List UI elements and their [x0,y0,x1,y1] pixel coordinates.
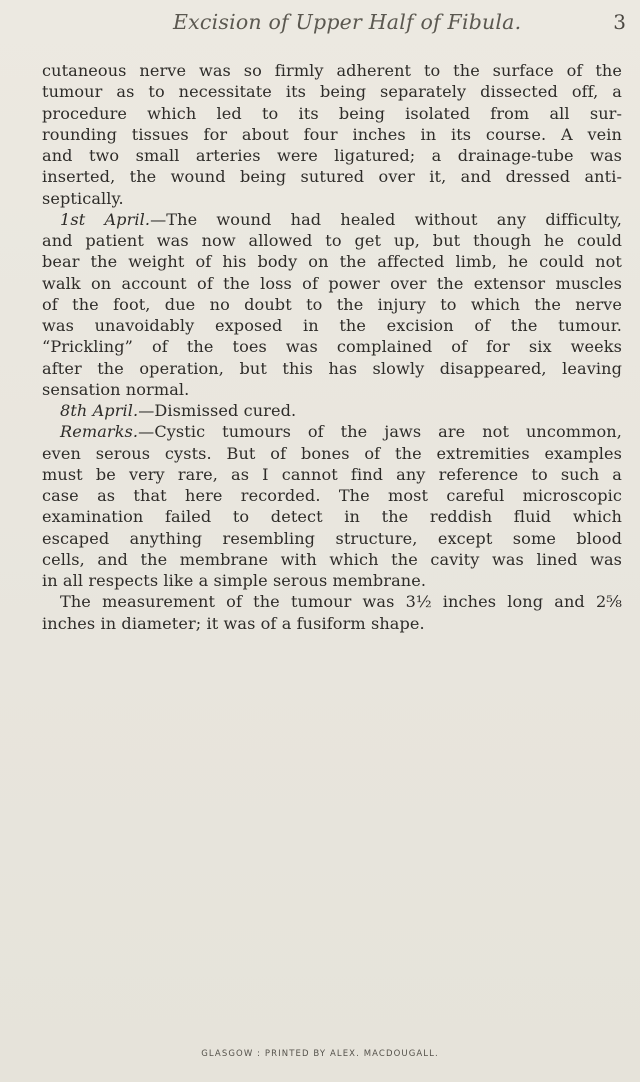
text-line: cells, and the membrane with which the cavity was lined was [42,549,622,569]
text-line: cutaneous nerve was so firmly adherent to the surface of the [42,61,622,80]
text-line: escaped anything resembling structure, except some blood [42,528,622,548]
text-line: in all respects like a simple serous membrane. [42,571,427,590]
text-line: procedure which led to its being isolated from all sur- [42,103,622,123]
remarks-heading: Remarks. [60,422,139,442]
text-line: rounding tissues for about four inches in its course. A vein [42,124,622,144]
text-line: The measurement of the tumour was 3½ inches long and 2⅝ [60,592,622,612]
page-number: 3 [613,10,626,34]
text-line: bear the weight of his body on the affected limb, he could not [42,252,622,272]
body-text [42,60,622,634]
text-line [42,209,622,230]
date-heading-1st-april: 1st April. [60,209,151,229]
text-line: was unavoidably exposed in the excision of the tumour. [42,316,622,335]
text-line: tumour as to necessitate its being separately dissected off, a [42,82,622,102]
date-heading-8th-april: 8th April. [60,401,139,420]
text-line: sensation normal. [42,379,190,399]
text-line [42,421,622,442]
text-line-content: —The wound had healed without any difficulty, [150,209,623,229]
text-line: and two small arteries were ligatured; a drainage-tube was [42,146,622,165]
text-line: and patient was now allowed to get up, but though he could [42,231,622,250]
printer-imprint: GLASGOW : PRINTED BY ALEX. MACDOUGALL. [201,1049,439,1059]
page-header [38,10,626,40]
text-line: septically. [42,188,124,208]
text-line: after the operation, but this has slowly disappeared, leaving [42,358,622,378]
text-line: case as that here recorded. The most careful microscopic [42,486,622,505]
text-line-content: —Dismissed cured. [138,401,297,420]
text-line-content: —Cystic tumours of the jaws are not uncommon, [138,422,622,442]
text-line: inserted, the wound being sutured over it, and dressed anti- [42,167,622,187]
text-line: even serous cysts. But of bones of the extremities examples [42,443,622,463]
running-title: Excision of Upper Half of Fibula. [173,10,522,34]
text-line: of the foot, due no doubt to the injury to which the nerve [42,294,622,314]
text-line: walk on account of the loss of power over the extensor muscles [42,273,622,293]
text-line: examination failed to detect in the reddish fluid which [42,507,622,527]
text-line: inches in diameter; it was of a fusiform shape. [42,613,425,633]
text-line: “Prickling” of the toes was complained of for six weeks [42,337,622,357]
text-line [42,400,622,421]
text-line: must be very rare, as I cannot find any reference to such a [42,464,622,484]
